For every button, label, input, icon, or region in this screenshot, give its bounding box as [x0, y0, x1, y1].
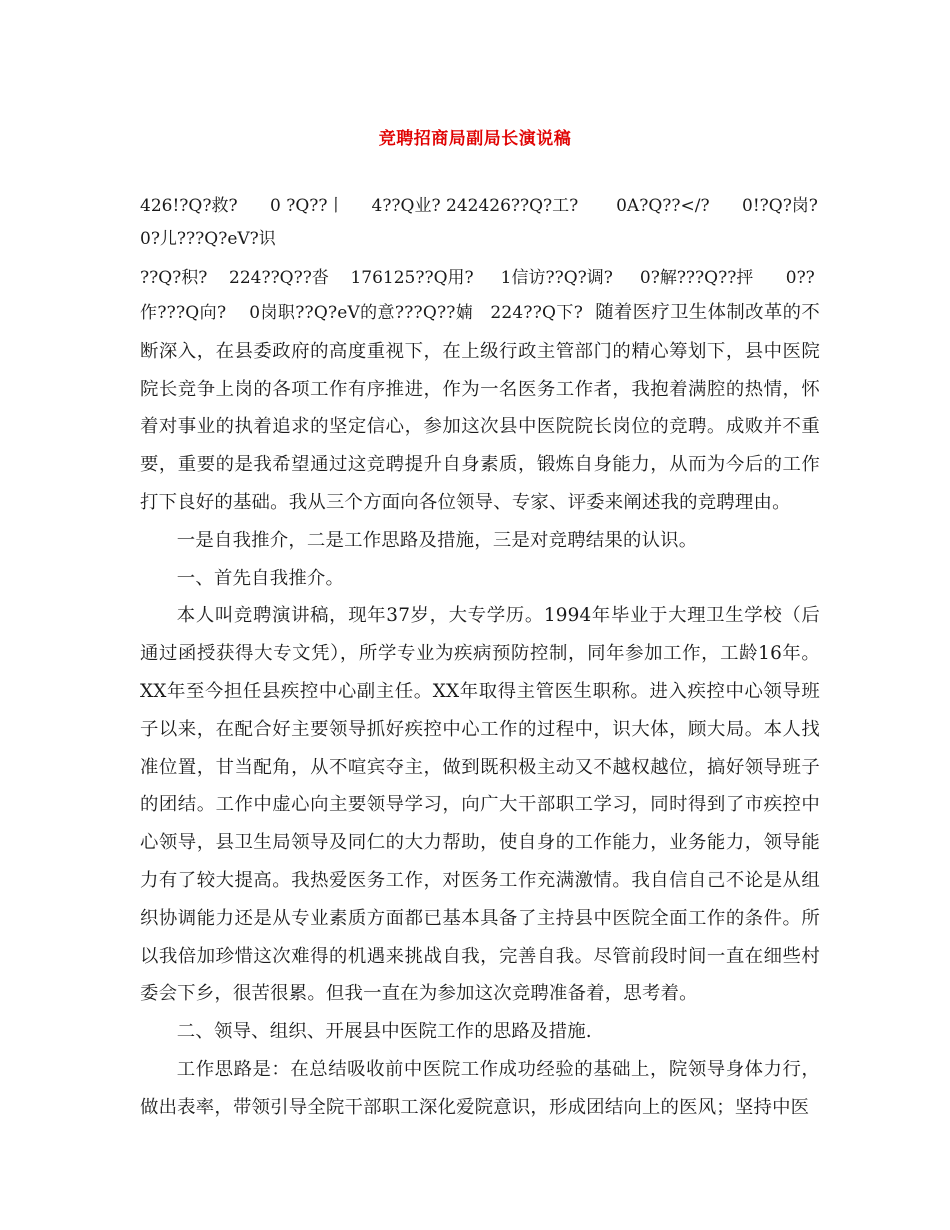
- document-title: 竞聘招商局副局长演说稿: [378, 129, 572, 149]
- paragraph-intro: [140, 294, 820, 522]
- paragraph-intro-text: 随着医疗卫生体制改革的不断深入，在县委政府的高度重视下，在上级行政主管部门的精心筹划下，县中医院院长竞争上岗的各项工作有序推进，作为一名医务工作者，我抱着满腔的热情，怀着对事业的执着追求的坚定信心，参加这次县中医院院长岗位的竞聘。成败并不重要，重要的是我希望通过这竞聘提升自身素质，锻炼自身能力，从而为今后的工作打下良好的基础。我从三个方面向各位领导、专家、评委来阐述我的竞聘理由。: [140, 302, 820, 513]
- paragraph-work-plan: 工作思路是：在总结吸收前中医院工作成功经验的基础上，院领导身体力行，做出表率，带领引导全院干部职工深化爱院意识，形成团结向上的医风；坚持中医: [140, 1058, 820, 1118]
- garbled-text-line-3: ??Q?积? 224??Q??沓 176125??Q用? 1信访??Q?调? 0?解???Q??抨 0??: [140, 268, 815, 288]
- garbled-text-line-1: 426!?Q?救? 0 ?Q??丨 4??Q业? 242426??Q?工? 0A?Q??</? 0!?Q?岗?: [140, 196, 818, 216]
- section-heading-work-plan: 二、领导、组织、开展县中医院工作的思路及措施.: [176, 1021, 592, 1043]
- garbled-text-line-2: 0?儿???Q?eV?识: [140, 229, 276, 249]
- paragraph-self-intro: 本人叫竞聘演讲稿，现年37岁，大专学历。1994年毕业于大理卫生学校（后通过函授获得大专文凭），所学专业为疾病预防控制，同年参加工作，工龄16年。XX年至今担任县疾控中心副主任。XX年取得主管医生职称。进入疾控中心领导班子以来，在配合好主要领导抓好疾控中心工作的过程中，识大体，顾大局。本人找准位置，甘当配角，从不喧宾夺主，做到既积极主动又不越权越位，搞好领导班子的团结。工作中虚心向主要领导学习，向广大干部职工学习，同时得到了市疾控中心领导，县卫生局领导及同仁的大力帮助，使自身的工作能力，业务能力，领导能力有了较大提高。我热爱医务工作，对医务工作充满激情。我自信自己不论是从组织协调能力还是从专业素质方面都已基本具备了主持县中医院全面工作的条件。所以我倍加珍惜这次难得的机遇来挑战自我，完善自我。尽管前段时间一直在细些村委会下乡，很苦很累。但我一直在为参加这次竞聘准备着，思考着。: [140, 605, 820, 1005]
- paragraph-outline: 一是自我推介，二是工作思路及措施，三是对竞聘结果的认识。: [176, 529, 698, 551]
- section-heading-self-intro: 一、首先自我推介。: [176, 567, 345, 589]
- document-body: [140, 294, 820, 1127]
- garbled-inline-text: 作???Q向? 0岗职??Q?eV的意???Q??婻 224??Q下?: [140, 303, 584, 323]
